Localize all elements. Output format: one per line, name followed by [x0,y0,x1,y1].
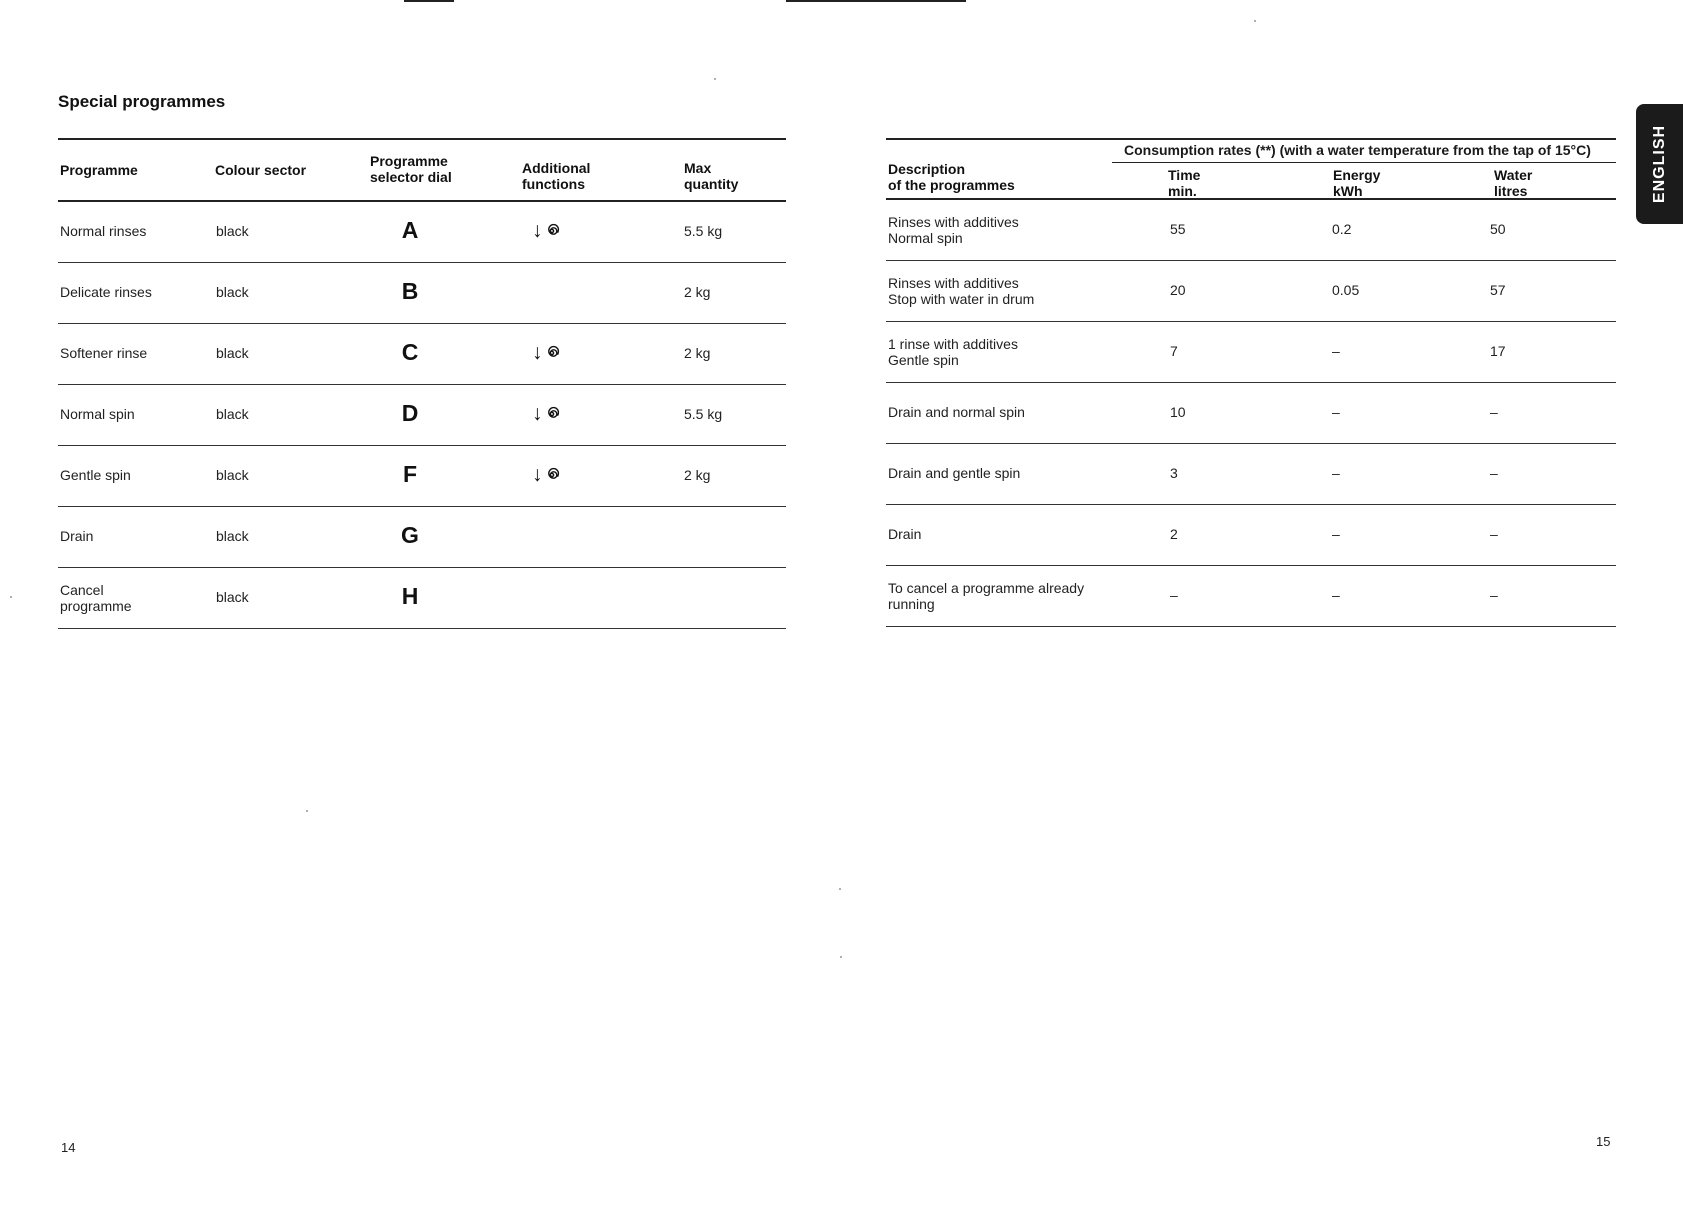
table-header [886,138,1616,200]
selector-letter: G [401,522,419,548]
programme-description [888,580,1084,612]
header-selector-dial-line2: selector dial [370,169,452,185]
header-energy-line1: Energy [1333,167,1381,183]
scan-speck [840,956,842,958]
max-quantity: 5.5 kg [684,223,723,239]
max-quantity: 2 kg [684,284,711,300]
header-selector-dial [370,153,452,185]
programme-name-line1: Normal rinses [60,223,147,239]
scan-speck [1254,20,1256,22]
energy-kwh: – [1332,465,1340,481]
water-litres: – [1490,587,1498,603]
header-colour-sector: Colour sector [215,162,307,178]
colour-sector: black [216,223,249,239]
programme-name [60,467,131,483]
selector-letter: C [401,339,419,365]
description-line1: To cancel a programme already [888,580,1085,596]
table-row [58,263,786,324]
table-row [886,444,1616,505]
table-body [886,200,1616,627]
spin-spiral-icon [544,406,560,422]
programme-name-line1: Cancel [60,582,104,598]
colour-sector: black [216,467,249,483]
table-row [886,200,1616,261]
time-min: – [1170,587,1178,603]
programme-description [888,465,1020,481]
programme-name-line1: Softener rinse [60,345,148,361]
colour-sector: black [216,284,249,300]
scan-speck [839,888,841,890]
header-max-line1: Max [684,160,712,176]
language-tab-label: ENGLISH [1650,124,1668,204]
description-line1: Rinses with additives [888,214,1019,230]
header-energy-line2: kWh [1333,183,1363,199]
description-line2: running [888,596,935,612]
header-additional-line1: Additional [522,160,591,176]
top-rule-right [786,0,966,2]
colour-sector: black [216,406,249,422]
energy-kwh: – [1332,526,1340,542]
header-programme: Programme [60,162,138,178]
programme-name-line1: Normal spin [60,406,135,422]
additional-functions [532,342,560,363]
programme-name [60,406,135,422]
programme-description [888,214,1019,246]
table-row [58,202,786,263]
water-litres: 50 [1490,221,1506,237]
language-tab [1636,104,1683,224]
table-row [58,446,786,507]
time-min: 7 [1170,343,1178,359]
selector-letter: B [401,278,419,304]
selector-letter: F [402,461,418,487]
header-description-line1: Description [888,161,966,177]
drain-arrow-icon: ↓ [532,341,543,364]
header-description-line2: of the programmes [888,177,1015,193]
additional-functions [532,464,560,485]
table-row [886,261,1616,322]
programme-name-line1: Gentle spin [60,467,131,483]
drain-arrow-icon: ↓ [532,402,543,425]
scan-speck [714,78,716,80]
colour-sector: black [216,528,249,544]
header-time-line1: Time [1168,167,1201,183]
page-number-right: 15 [1596,1134,1611,1149]
table-header [58,138,786,202]
header-selector-dial-line1: Programme [370,153,448,169]
header-max-quantity [684,160,738,192]
section-title: Special programmes [58,92,226,111]
drain-arrow-icon: ↓ [532,463,543,486]
programme-name-line1: Delicate rinses [60,284,152,300]
header-water-line2: litres [1494,183,1528,199]
header-water-line1: Water [1494,167,1533,183]
spin-spiral-icon [544,345,560,361]
programme-name [60,582,132,614]
max-quantity: 2 kg [684,345,711,361]
scan-speck [10,596,12,598]
programme-name [60,284,152,300]
energy-kwh: – [1332,587,1340,603]
additional-functions [532,220,560,241]
table-row [58,568,786,629]
header-description [888,161,1015,193]
selector-letter: H [401,583,419,609]
description-line1: Rinses with additives [888,275,1019,291]
programme-description [888,404,1025,420]
description-line2: Stop with water in drum [888,291,1035,307]
table-row [58,507,786,568]
programme-name-line2: programme [60,598,132,614]
max-quantity: 5.5 kg [684,406,723,422]
time-min: 55 [1170,221,1186,237]
time-min: 2 [1170,526,1178,542]
header-energy [1333,167,1380,199]
table-row [886,566,1616,627]
energy-kwh: 0.05 [1332,282,1360,298]
header-consumption-rates: Consumption rates (**) (with a water temperature from the tap of 15°C) [1124,142,1591,158]
time-min: 3 [1170,465,1178,481]
programme-description [888,275,1034,307]
colour-sector: black [216,345,249,361]
time-min: 20 [1170,282,1186,298]
header-divider [1112,162,1616,163]
programme-name [60,528,93,544]
top-rule-left [404,0,454,2]
table-row [58,385,786,446]
description-line2: Gentle spin [888,352,959,368]
table-row [58,324,786,385]
energy-kwh: – [1332,404,1340,420]
description-line1: Drain [888,526,922,542]
header-water [1494,167,1532,199]
max-quantity: 2 kg [684,467,711,483]
header-time-line2: min. [1168,183,1197,199]
table-row [886,383,1616,444]
programme-name [60,223,146,239]
energy-kwh: 0.2 [1332,221,1352,237]
water-litres: – [1490,404,1498,420]
consumption-table [886,138,1616,627]
table-body [58,202,786,629]
description-line1: 1 rinse with additives [888,336,1018,352]
time-min: 10 [1170,404,1186,420]
water-litres: – [1490,465,1498,481]
colour-sector: black [216,589,249,605]
table-row [886,322,1616,383]
special-programmes-table [58,138,786,629]
description-line2: Normal spin [888,230,963,246]
programme-description [888,336,1018,368]
spin-spiral-icon [544,467,560,483]
water-litres: 17 [1490,343,1506,359]
header-max-line2: quantity [684,176,739,192]
header-additional-functions [522,160,590,192]
description-line1: Drain and gentle spin [888,465,1021,481]
table-row [886,505,1616,566]
description-line1: Drain and normal spin [888,404,1025,420]
programme-name-line1: Drain [60,528,94,544]
selector-letter: D [401,400,419,426]
scan-speck [306,810,308,812]
programme-name [60,345,147,361]
header-additional-line2: functions [522,176,585,192]
water-litres: – [1490,526,1498,542]
page-number-left: 14 [61,1140,76,1155]
selector-letter: A [401,217,419,243]
spin-spiral-icon [544,223,560,239]
energy-kwh: – [1332,343,1340,359]
drain-arrow-icon: ↓ [532,219,543,242]
header-time [1168,167,1200,199]
programme-description [888,526,921,542]
additional-functions [532,403,560,424]
water-litres: 57 [1490,282,1506,298]
